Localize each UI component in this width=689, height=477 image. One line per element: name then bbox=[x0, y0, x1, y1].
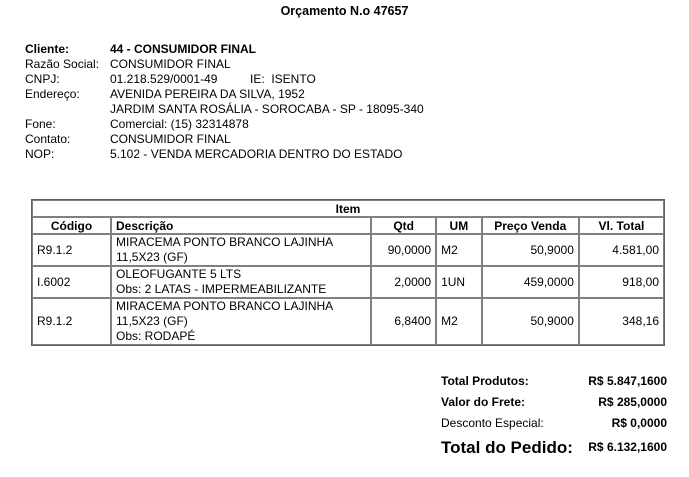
cnpj-value: 01.218.529/0001-49 bbox=[110, 72, 218, 86]
endereco-line1: AVENIDA PEREIRA DA SILVA, 1952 bbox=[110, 87, 305, 101]
table-group-header-row bbox=[32, 200, 664, 217]
item-group-header: Item bbox=[32, 200, 664, 217]
cliente-label: Cliente: bbox=[25, 42, 70, 56]
row-qtd: 2,0000 bbox=[371, 266, 436, 298]
row-desc-line: MIRACEMA PONTO BRANCO LAJINHA bbox=[116, 235, 334, 249]
row-preco: 50,9000 bbox=[482, 234, 579, 266]
total-produtos-label: Total Produtos: bbox=[441, 374, 529, 388]
row-desc-line: Obs: RODAPÉ bbox=[116, 329, 196, 343]
razao-label: Razão Social: bbox=[25, 57, 100, 71]
endereco-line2: JARDIM SANTA ROSÁLIA - SOROCABA - SP - 18095-340 bbox=[110, 102, 424, 116]
row-um: 1UN bbox=[436, 266, 482, 298]
endereco-label: Endereço: bbox=[25, 87, 80, 101]
row-um: M2 bbox=[436, 298, 482, 345]
row-desc-line: Obs: 2 LATAS - IMPERMEABILIZANTE bbox=[116, 282, 327, 296]
items-table bbox=[31, 199, 665, 346]
document-title: Orçamento N.o 47657 bbox=[280, 4, 409, 18]
contato-label: Contato: bbox=[25, 132, 71, 146]
table-row bbox=[32, 234, 664, 266]
row-preco: 50,9000 bbox=[482, 298, 579, 345]
frete-label: Valor do Frete: bbox=[441, 395, 526, 409]
frete-value: R$ 285,0000 bbox=[598, 395, 667, 409]
nop-label: NOP: bbox=[25, 147, 55, 161]
header-um: UM bbox=[436, 217, 482, 234]
row-total: 4.581,00 bbox=[579, 234, 664, 266]
table-header-row bbox=[32, 217, 664, 234]
header-codigo: Código bbox=[32, 217, 111, 234]
desconto-label: Desconto Especial: bbox=[441, 416, 544, 430]
nop-value: 5.102 - VENDA MERCADORIA DENTRO DO ESTADO bbox=[110, 147, 403, 161]
table-row bbox=[32, 266, 664, 298]
cliente-value: 44 - CONSUMIDOR FINAL bbox=[110, 42, 257, 56]
total-pedido-label: Total do Pedido: bbox=[441, 438, 573, 457]
row-um: M2 bbox=[436, 234, 482, 266]
row-descricao bbox=[111, 234, 371, 266]
row-codigo: I.6002 bbox=[32, 266, 111, 298]
totals-block bbox=[441, 372, 667, 456]
frete-row bbox=[441, 395, 667, 415]
row-desc-line: 11,5X23 (GF) bbox=[116, 314, 188, 328]
row-desc-line: 11,5X23 (GF) bbox=[116, 250, 188, 264]
row-codigo: R9.1.2 bbox=[32, 234, 111, 266]
row-total: 348,16 bbox=[579, 298, 664, 345]
row-desc-line: OLEOFUGANTE 5 LTS bbox=[116, 267, 242, 281]
fone-value: Comercial: (15) 32314878 bbox=[110, 117, 249, 131]
razao-value: CONSUMIDOR FINAL bbox=[110, 57, 231, 71]
desconto-value: R$ 0,0000 bbox=[611, 416, 667, 430]
table-row bbox=[32, 298, 664, 345]
row-qtd: 90,0000 bbox=[371, 234, 436, 266]
row-codigo: R9.1.2 bbox=[32, 298, 111, 345]
cnpj-label: CNPJ: bbox=[25, 72, 60, 86]
fone-label: Fone: bbox=[25, 117, 56, 131]
row-qtd: 6,8400 bbox=[371, 298, 436, 345]
contato-value: CONSUMIDOR FINAL bbox=[110, 132, 231, 146]
row-descricao bbox=[111, 298, 371, 345]
ie-value: IE: ISENTO bbox=[250, 72, 316, 86]
row-desc-line: MIRACEMA PONTO BRANCO LAJINHA bbox=[116, 299, 334, 313]
header-preco: Preço Venda bbox=[482, 217, 579, 234]
row-preco: 459,0000 bbox=[482, 266, 579, 298]
total-produtos-value: R$ 5.847,1600 bbox=[588, 374, 667, 388]
row-total: 918,00 bbox=[579, 266, 664, 298]
header-qtd: Qtd bbox=[371, 217, 436, 234]
total-produtos-row bbox=[441, 374, 667, 394]
row-descricao bbox=[111, 266, 371, 298]
total-pedido-row bbox=[441, 438, 667, 462]
desconto-row bbox=[441, 416, 667, 436]
header-descricao: Descrição bbox=[111, 217, 371, 234]
total-pedido-value: R$ 6.132,1600 bbox=[588, 440, 667, 454]
header-total: Vl. Total bbox=[579, 217, 664, 234]
